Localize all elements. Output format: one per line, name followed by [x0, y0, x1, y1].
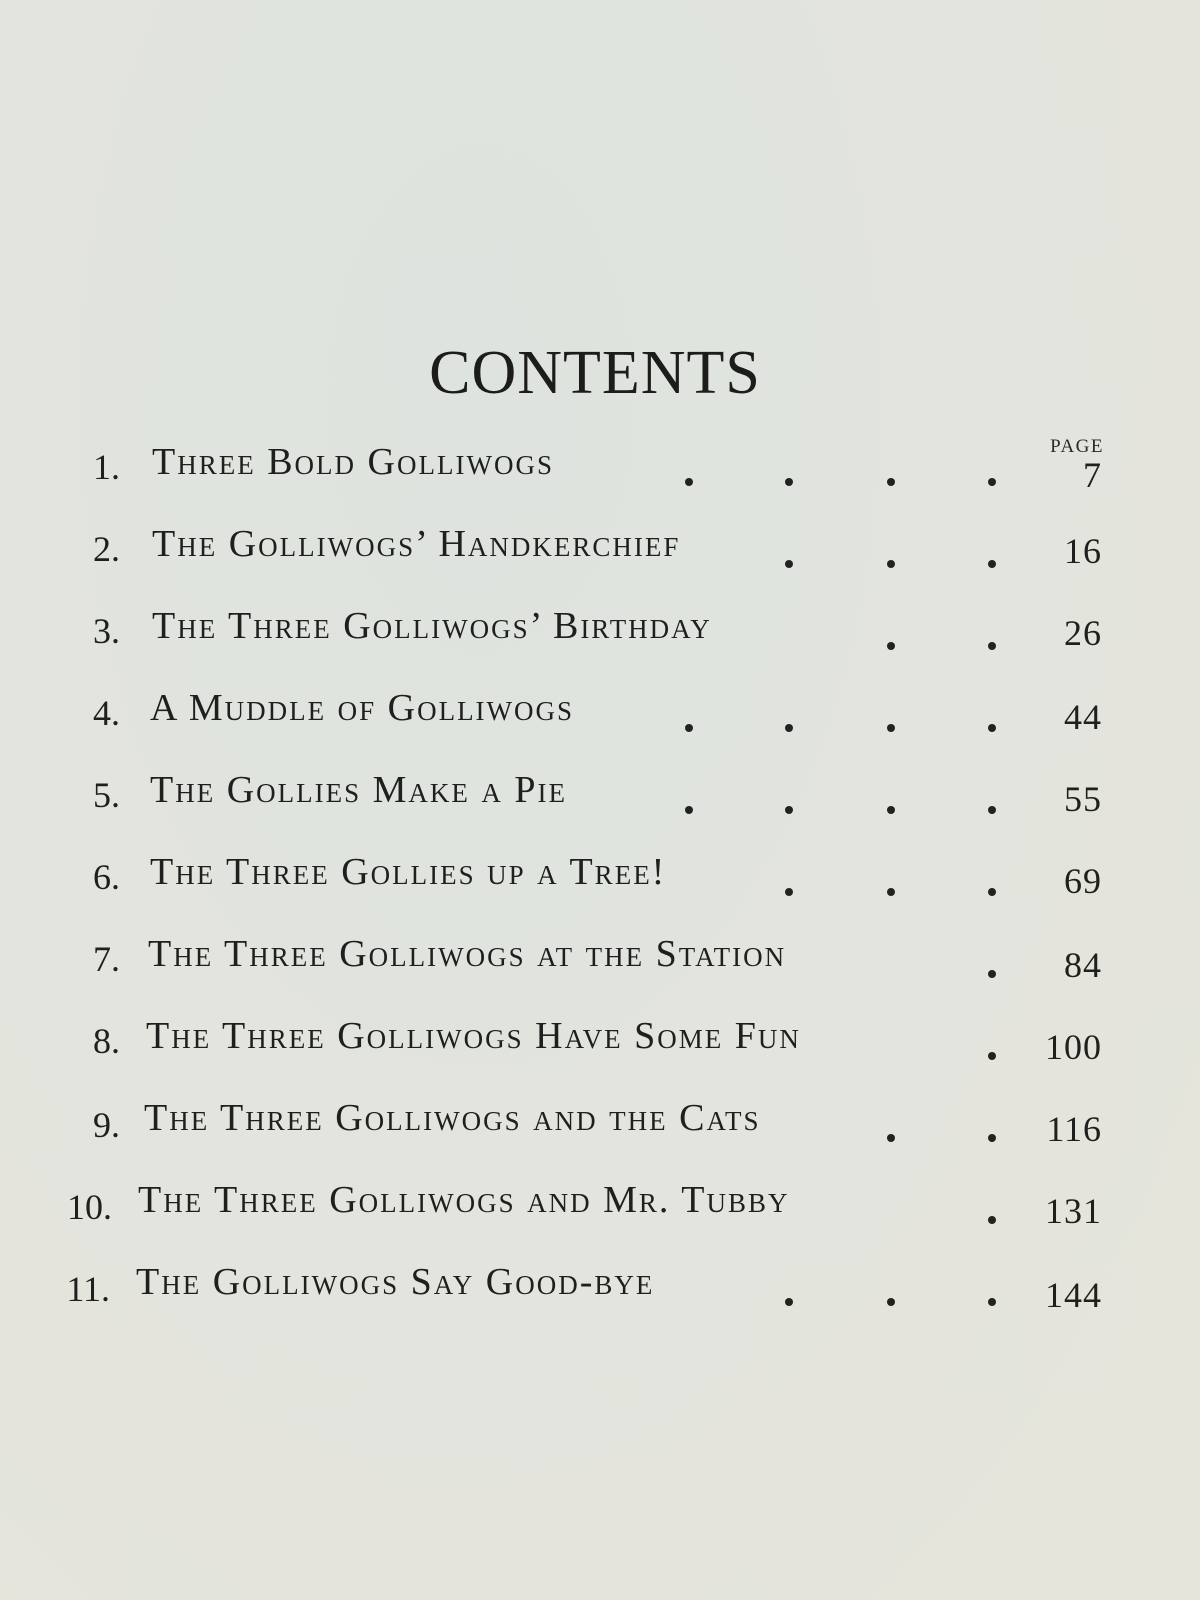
leader-dot: [785, 478, 793, 486]
leader-dot: [988, 724, 996, 732]
leader-dot: [988, 1216, 996, 1224]
page-title: CONTENTS: [429, 339, 761, 407]
chapter-number: 3.: [93, 611, 120, 651]
chapter-number: 9.: [93, 1105, 120, 1145]
chapter-number: 6.: [93, 857, 120, 897]
leader-dot: [887, 888, 895, 896]
leader-dot: [988, 1134, 996, 1142]
chapter-number: 11.: [66, 1269, 110, 1309]
chapter-title: The Three Golliwogs Have Some Fun: [146, 1015, 801, 1057]
toc-entry: [0, 1096, 1200, 1156]
chapter-number: 8.: [93, 1021, 120, 1061]
leader-dot: [785, 1298, 793, 1306]
leader-dot: [785, 560, 793, 568]
chapter-page: 69: [1064, 861, 1102, 901]
leader-dot: [988, 1298, 996, 1306]
chapter-page: 55: [1064, 779, 1102, 819]
leader-dot: [988, 478, 996, 486]
leader-dot: [685, 478, 693, 486]
toc-entry: [0, 522, 1200, 582]
leader-dot: [988, 560, 996, 568]
chapter-title: The Three Golliwogs at the Station: [148, 933, 787, 975]
chapter-title: The Three Golliwogs and the Cats: [144, 1097, 761, 1139]
chapter-title: The Golliwogs Say Good-bye: [136, 1261, 655, 1303]
chapter-page: 100: [1045, 1027, 1102, 1067]
leader-dot: [988, 1052, 996, 1060]
chapter-title: The Gollies Make a Pie: [150, 769, 568, 811]
chapter-number: 10.: [67, 1187, 112, 1227]
leader-dot: [988, 642, 996, 650]
toc-entry: [0, 1014, 1200, 1074]
chapter-page: 116: [1046, 1109, 1102, 1149]
toc-entry: [0, 1178, 1200, 1238]
chapter-number: 4.: [93, 693, 120, 733]
chapter-title: The Three Gollies up a Tree!: [150, 851, 667, 893]
leader-dot: [887, 560, 895, 568]
chapter-page: 16: [1064, 531, 1102, 571]
toc-entry: [0, 1260, 1200, 1320]
chapter-number: 5.: [93, 775, 120, 815]
leader-dot: [887, 642, 895, 650]
chapter-page: 26: [1064, 613, 1102, 653]
toc-entry: [0, 604, 1200, 664]
leader-dot: [988, 806, 996, 814]
chapter-title: The Golliwogs’ Handkerchief: [152, 523, 681, 565]
chapter-page: 131: [1045, 1191, 1102, 1231]
chapter-page: 144: [1045, 1275, 1102, 1315]
chapter-title: A Muddle of Golliwogs: [150, 687, 575, 729]
toc-entry: [0, 440, 1200, 500]
leader-dot: [785, 806, 793, 814]
chapter-number: 2.: [93, 529, 120, 569]
leader-dot: [785, 888, 793, 896]
chapter-title: Three Bold Golliwogs: [152, 441, 554, 483]
leader-dot: [988, 888, 996, 896]
leader-dot: [887, 1298, 895, 1306]
leader-dot: [685, 806, 693, 814]
chapter-page: 84: [1064, 945, 1102, 985]
leader-dot: [887, 806, 895, 814]
page-column-header: PAGE: [1050, 436, 1104, 457]
chapter-number: 1.: [93, 447, 120, 487]
chapter-number: 7.: [93, 939, 120, 979]
toc-entry: [0, 768, 1200, 828]
leader-dot: [785, 724, 793, 732]
leader-dot: [887, 1134, 895, 1142]
leader-dot: [988, 970, 996, 978]
toc-entry: [0, 850, 1200, 910]
toc-entry: [0, 932, 1200, 992]
chapter-title: The Three Golliwogs and Mr. Tubby: [138, 1179, 790, 1221]
leader-dot: [685, 724, 693, 732]
toc-entry: [0, 686, 1200, 746]
leader-dot: [887, 478, 895, 486]
chapter-page: 7: [1083, 455, 1102, 495]
chapter-page: 44: [1064, 697, 1102, 737]
leader-dot: [887, 724, 895, 732]
chapter-title: The Three Golliwogs’ Birthday: [152, 605, 712, 647]
